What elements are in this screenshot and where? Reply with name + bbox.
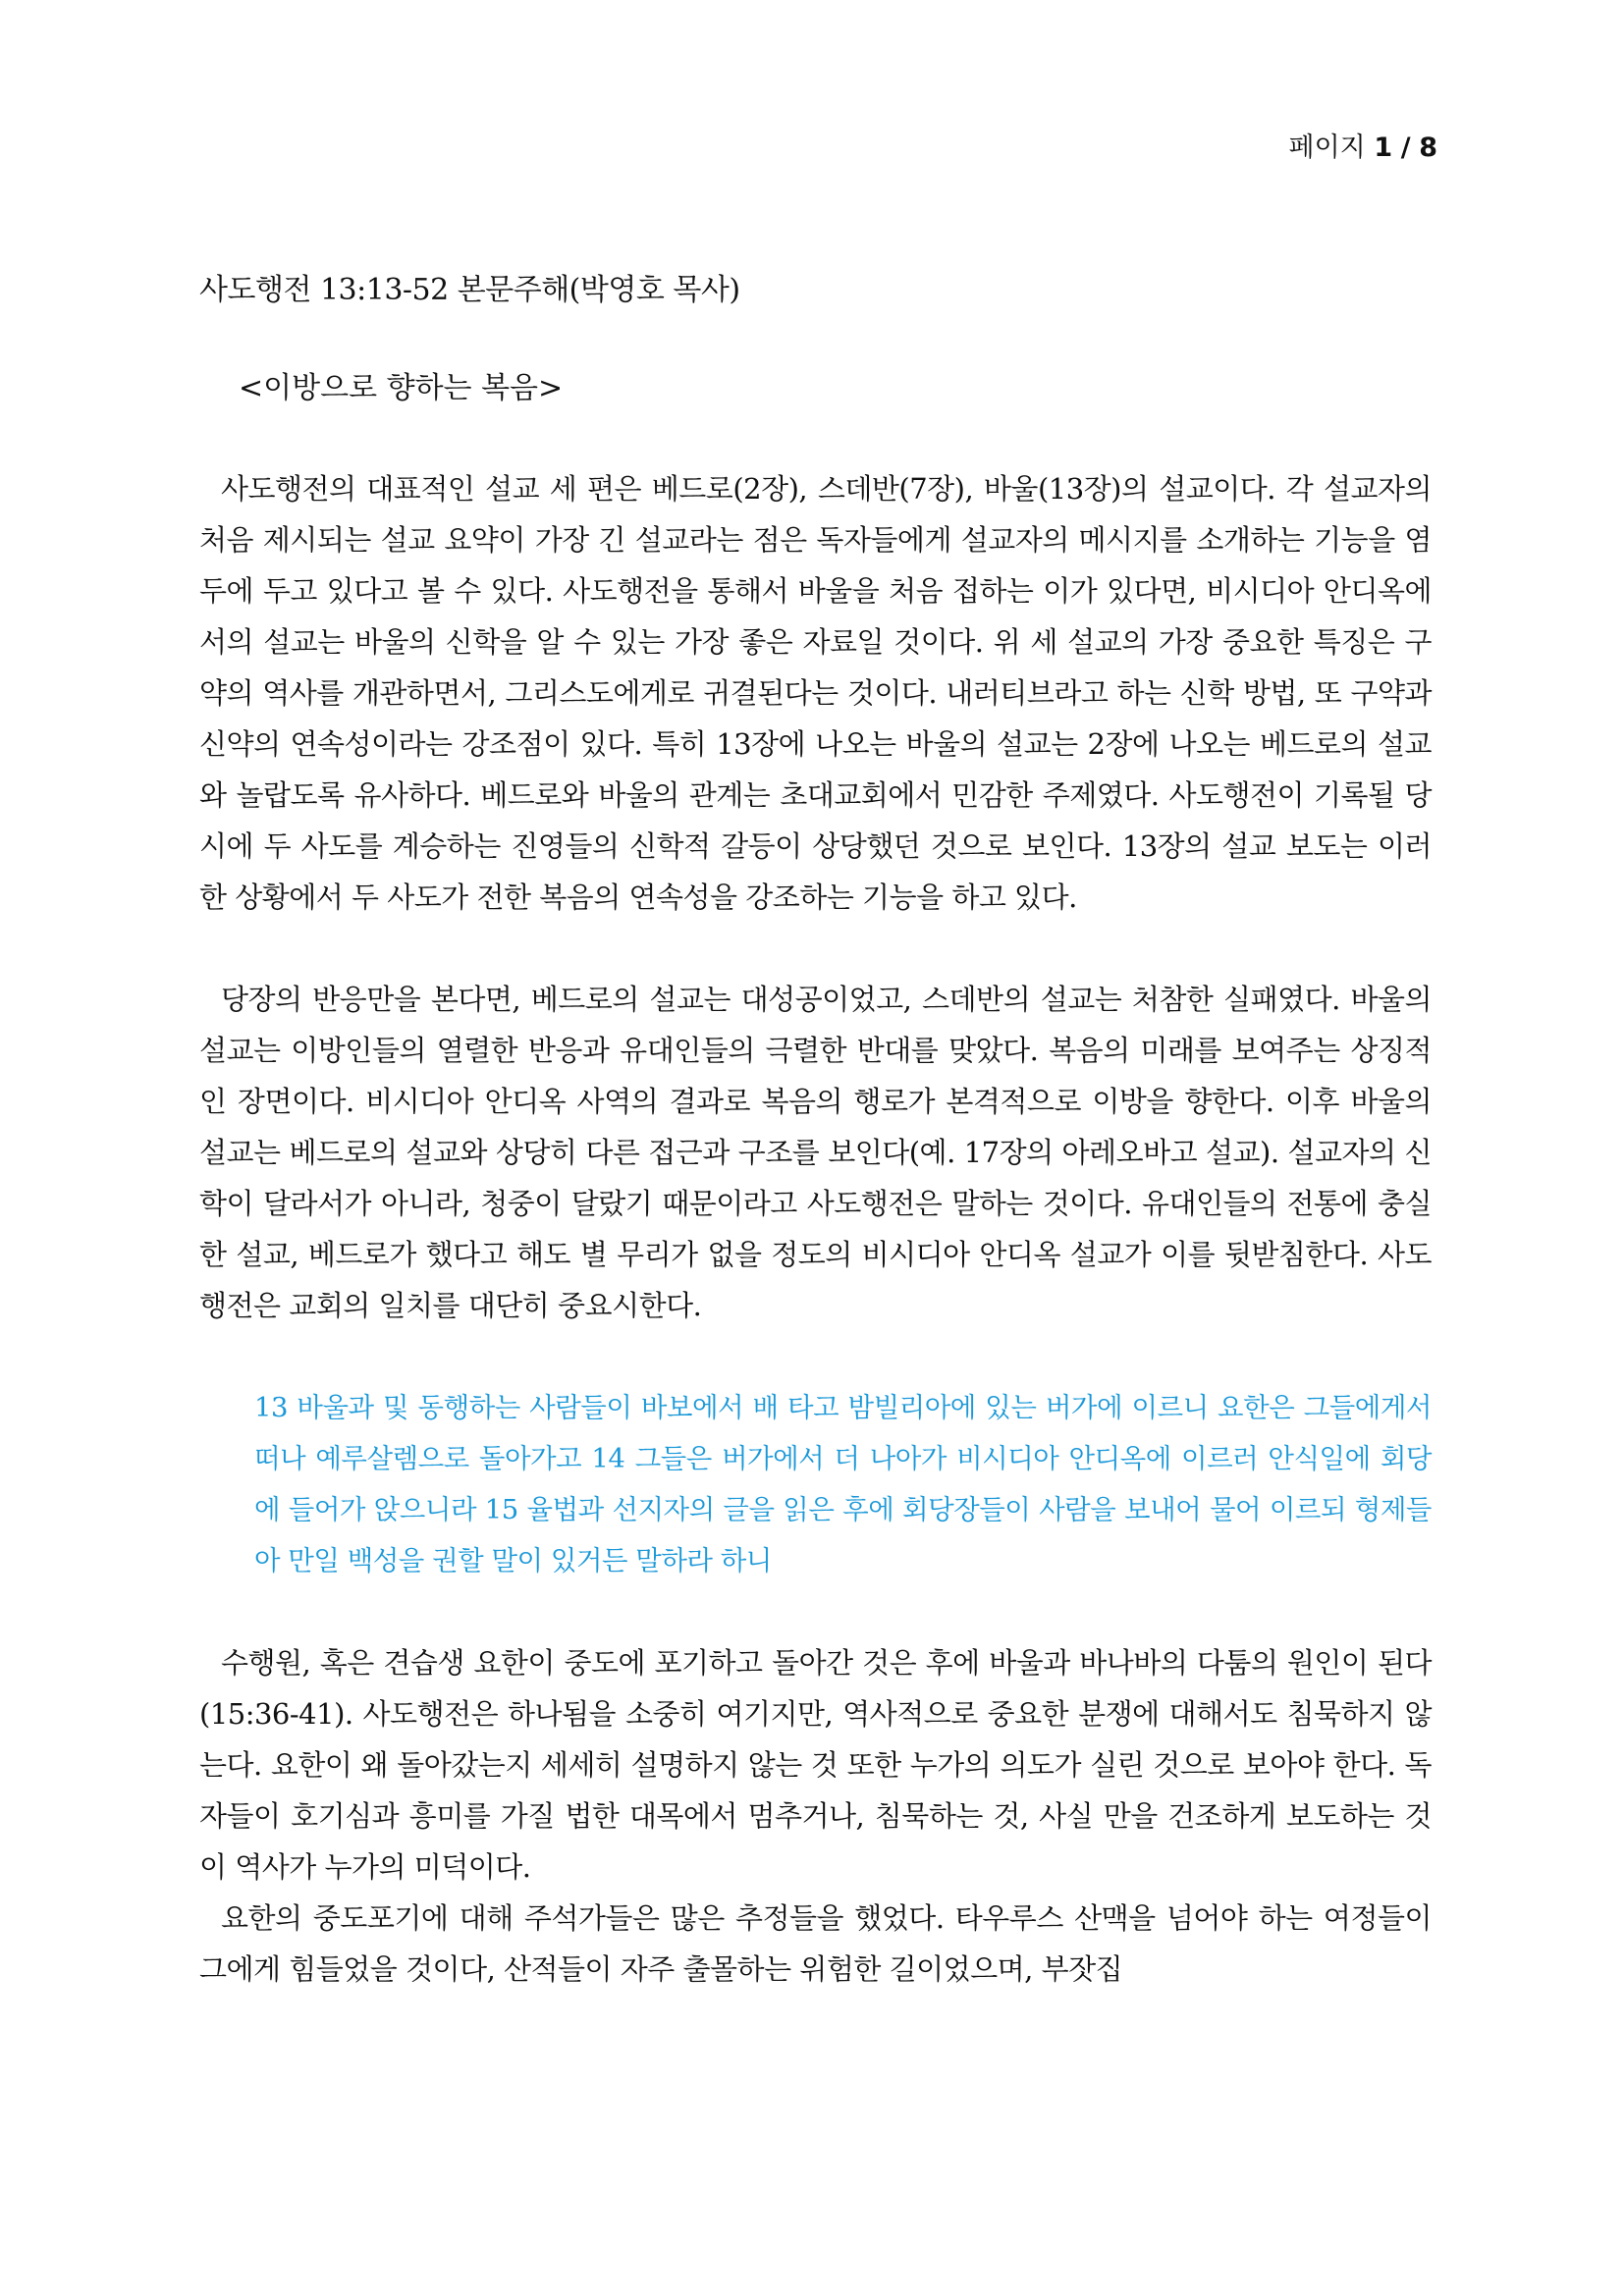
- scripture-quote: 13 바울과 및 동행하는 사람들이 바보에서 배 타고 밤빌리아에 있는 버가에 이르니 요한은 그들에게서 떠나 예루살렘으로 돌아가고 14 그들은 버가에서 더 나아가 비시디아 안디옥에 이르러 안식일에 회당에 들어가 앉으니라 15 율법과 선지자의 글을 읽은 후에 회당장들이 사람을 보내어 물어 이르되 형제들아 만일 백성을 권할 말이 있거든 말하라 하니: [254, 1392, 1432, 1576]
- page-separator: /: [1400, 133, 1411, 163]
- page-label: 페이지: [1288, 133, 1366, 163]
- paragraph: 요한의 중도포기에 대해 주석가들은 많은 추정들을 했었다. 타우루스 산맥을 넘어야 하는 여정들이 그에게 힘들었을 것이다, 산적들이 자주 출몰하는 위험한 길이었으며, 부잣집: [199, 1901, 1432, 1986]
- paragraph: 사도행전의 대표적인 설교 세 편은 베드로(2장), 스데반(7장), 바울(13장)의 설교이다. 각 설교자의 처음 제시되는 설교 요약이 가장 긴 설교라는 점은 독자들에게 설교자의 메시지를 소개하는 기능을 염두에 두고 있다고 볼 수 있다. 사도행전을 통해서 바울을 처음 접하는 이가 있다면, 비시디아 안디옥에서의 설교는 바울의 신학을 알 수 있는 가장 좋은 자료일 것이다. 위 세 설교의 가장 중요한 특징은 구약의 역사를 개관하면서, 그리스도에게로 귀결된다는 것이다. 내러티브라고 하는 신학 방법, 또 구약과 신약의 연속성이라는 강조점이 있다. 특히 13장에 나오는 바울의 설교는 2장에 나오는 베드로의 설교와 놀랍도록 유사하다. 베드로와 바울의 관계는 초대교회에서 민감한 주제였다. 사도행전이 기록될 당시에 두 사도를 계승하는 진영들의 신학적 갈등이 상당했던 것으로 보인다. 13장의 설교 보도는 이러한 상황에서 두 사도가 전한 복음의 연속성을 강조하는 기능을 하고 있다.: [199, 472, 1432, 914]
- document-body: [199, 265, 1432, 1995]
- section-heading: <이방으로 향하는 복음>: [239, 371, 564, 405]
- page-total: 8: [1419, 133, 1437, 163]
- page-indicator: [1289, 126, 1438, 164]
- paragraph: 당장의 반응만을 본다면, 베드로의 설교는 대성공이었고, 스데반의 설교는 처참한 실패였다. 바울의 설교는 이방인들의 열렬한 반응과 유대인들의 극렬한 반대를 맞았다. 복음의 미래를 보여주는 상징적인 장면이다. 비시디아 안디옥 사역의 결과로 복음의 행로가 본격적으로 이방을 향한다. 이후 바울의 설교는 베드로의 설교와 상당히 다른 접근과 구조를 보인다(예. 17장의 아레오바고 설교). 설교자의 신학이 달라서가 아니라, 청중이 달랐기 때문이라고 사도행전은 말하는 것이다. 유대인들의 전통에 충실한 설교, 베드로가 했다고 해도 별 무리가 없을 정도의 비시디아 안디옥 설교가 이를 뒷받침한다. 사도행전은 교회의 일치를 대단히 중요시한다.: [199, 983, 1432, 1322]
- page-current: 1: [1374, 133, 1393, 163]
- paragraph: 수행원, 혹은 견습생 요한이 중도에 포기하고 돌아간 것은 후에 바울과 바나바의 다툼의 원인이 된다(15:36-41). 사도행전은 하나됨을 소중히 여기지만, 역사적으로 중요한 분쟁에 대해서도 침묵하지 않는다. 요한이 왜 돌아갔는지 세세히 설명하지 않는 것 또한 누가의 의도가 실린 것으로 보아야 한다. 독자들이 호기심과 흥미를 가질 법한 대목에서 멈추거나, 침묵하는 것, 사실 만을 건조하게 보도하는 것이 역사가 누가의 미덕이다.: [199, 1646, 1432, 1884]
- document-title: 사도행전 13:13-52 본문주해(박영호 목사): [199, 273, 740, 307]
